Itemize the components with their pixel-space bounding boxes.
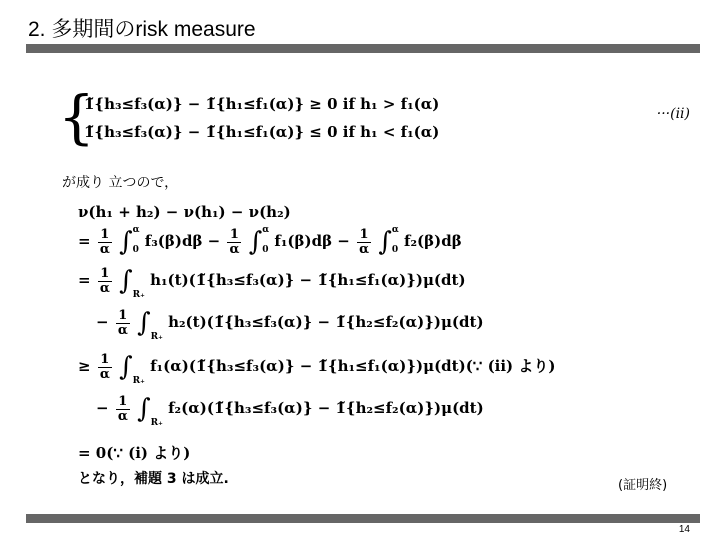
integral-sign: ∫ (137, 394, 151, 424)
title-rule (26, 44, 700, 53)
integral-sign: ∫ (137, 308, 151, 338)
cases-line-1: 1̃{h₃≤f₃(α)} − 1̃{h₁≤f₁(α)} ≥ 0 if h₁ > f₁(α) (84, 95, 440, 113)
eq-line-3: = $\frac{1}{\alpha}$ $\int_{R_+}$ h₁(t)(1̃{h₃≤f₃(α)} − 1̃{h₁≤f₁(α)})μ(dt) (78, 265, 466, 300)
int-limits: α 0 (391, 225, 399, 255)
eq-sign: = (78, 232, 91, 250)
fraction: $\frac{1}{\alpha}$ (117, 307, 128, 338)
integral-sign: ∫ (119, 352, 133, 382)
eq-lhs: ν(h₁ + h₂) − ν(h₁) − ν(h₂) (78, 203, 291, 221)
term-h1: h₁(t)(1̃{h₃≤f₃(α)} − 1̃{h₁≤f₁(α)})μ(dt) (150, 271, 466, 289)
integral-sign: ∫ (119, 266, 133, 296)
fraction: $\frac{1}{\alpha}$ (99, 265, 110, 296)
term-1: f₃(β)dβ − (144, 232, 221, 250)
fraction: $\frac{1}{\alpha}$ (99, 351, 110, 382)
int-lower-limit: R₊ (150, 332, 163, 342)
int-limits: α 0 (132, 225, 140, 255)
term-3: f₂(β)dβ (404, 232, 462, 250)
fraction: $\frac{1}{\alpha}$ (99, 226, 110, 257)
term-h2: h₂(t)(1̃{h₃≤f₃(α)} − 1̃{h₂≤f₂(α)})μ(dt) (168, 313, 484, 331)
eq-line-7: = 0(∵ (i) より) (78, 444, 191, 462)
eq-line-6: − $\frac{1}{\alpha}$ $\int_{R_+}$ f₂(α)(1̃{h₃≤f₃(α)} − 1̃{h₂≤f₂(α)})μ(dt) (96, 393, 484, 428)
eq-line-2 (78, 222, 462, 262)
integral-sign: ∫ (378, 227, 392, 257)
fraction: $\frac{1}{\alpha}$ (229, 226, 240, 257)
conclusion-text: となり，補題 3 は成立. (78, 471, 229, 487)
fraction: $\frac{1}{\alpha}$ (359, 226, 370, 257)
text-holds: が成り 立つので， (62, 175, 179, 191)
fraction: $\frac{1}{\alpha}$ (117, 393, 128, 424)
slide-title: 2. 多期間のrisk measure (28, 18, 256, 41)
int-lower-limit: R₊ (132, 376, 145, 386)
int-limits: α 0 (262, 225, 270, 255)
int-lower-limit: R₊ (132, 290, 145, 300)
integral-sign: ∫ (119, 227, 133, 257)
eq-line-5: ≥ $\frac{1}{\alpha}$ $\int_{R_+}$ f₁(α)(1̃{h₃≤f₃(α)} − 1̃{h₁≤f₁(α)})μ(dt)(∵ (ii) より) (78, 351, 556, 386)
int-lower-limit: R₊ (150, 418, 163, 428)
qed-mark: (証明終) (618, 478, 668, 493)
footer-rule (26, 514, 700, 523)
eq-line-4: − $\frac{1}{\alpha}$ $\int_{R_+}$ h₂(t)(1̃{h₃≤f₃(α)} − 1̃{h₂≤f₂(α)})μ(dt) (96, 307, 484, 342)
term-2: f₁(β)dβ − (274, 232, 350, 250)
cases-brace: { (58, 83, 95, 151)
page-number: 14 (678, 524, 690, 535)
integral-sign: ∫ (248, 227, 263, 257)
term-f1: f₁(α)(1̃{h₃≤f₃(α)} − 1̃{h₁≤f₁(α)})μ(dt)(∵ (ii) より) (150, 357, 556, 375)
cases-line-2: 1̃{h₃≤f₃(α)} − 1̃{h₁≤f₁(α)} ≤ 0 if h₁ < f₁(α) (84, 123, 440, 141)
term-f2: f₂(α)(1̃{h₃≤f₃(α)} − 1̃{h₂≤f₂(α)})μ(dt) (168, 399, 484, 417)
equation-tag: ···(ii) (656, 106, 690, 122)
